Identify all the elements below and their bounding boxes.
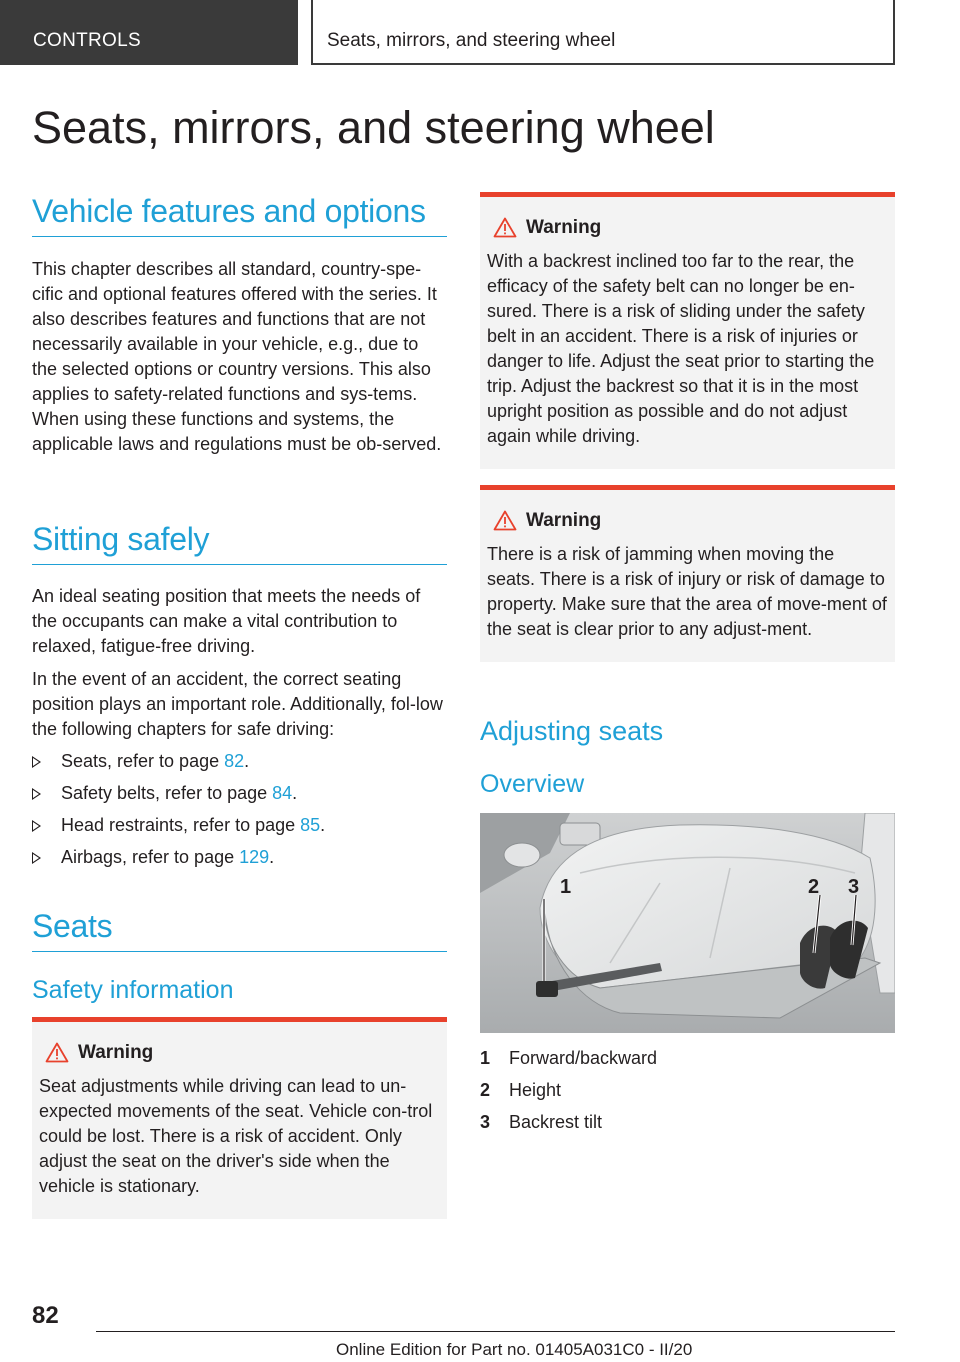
page-title: Seats, mirrors, and steering wheel [32, 102, 715, 153]
sitting-safely-para1: An ideal seating position that meets the needs of the occupants can make a vital contribution to relaxed, fatigue-free driving. [32, 586, 421, 656]
page-link[interactable]: 82 [224, 751, 245, 771]
header-section-label: CONTROLS [33, 30, 141, 51]
bullet-triangle-icon [32, 788, 41, 800]
figure-legend [480, 1046, 895, 1142]
legend-number: 2 [480, 1080, 491, 1100]
heading-vehicle-features: Vehicle features and options [32, 193, 447, 237]
warning-body: There is a risk of jamming when moving the seats. There is a risk of injury or risk of damage to property. Make sure that the area of move-ment of the seat is clear prior to any adjust-ment. [487, 544, 887, 639]
legend-item [480, 1046, 895, 1078]
page-link[interactable]: 129 [239, 847, 270, 867]
footer-rule [96, 1331, 895, 1332]
footer-edition: Online Edition for Part no. 01405A031C0 - II/20 [336, 1340, 693, 1359]
page-number: 82 [32, 1302, 59, 1329]
legend-number: 3 [480, 1112, 491, 1132]
heading-safety-information: Safety information [32, 976, 234, 1004]
bullet-triangle-icon [32, 756, 41, 768]
warning-triangle-icon [45, 1042, 69, 1063]
header-section-tab [0, 0, 298, 65]
heading-overview: Overview [480, 770, 585, 798]
warning-box-backrest [480, 192, 895, 469]
bullet-triangle-icon [32, 852, 41, 864]
legend-item [480, 1110, 895, 1142]
vehicle-features-body: This chapter describes all standard, country-spe-cific and optional features offered with the series. It also describes features and functions that are not necessarily available in your vehicle, e.g., due to the selected options or country versions. This also applies to safety-related functions and sys-tems. When using these functions and systems, the applicable laws and regulations must be ob-served. [32, 259, 442, 454]
list-item: Safety belts, refer to page 84. [32, 781, 447, 813]
seat-controls-illustration [480, 813, 895, 1033]
list-item: Head restraints, refer to page 85. [32, 813, 447, 845]
page-link[interactable]: 84 [272, 783, 293, 803]
legend-label: Backrest tilt [509, 1112, 603, 1132]
list-item: Seats, refer to page 82. [32, 749, 447, 781]
header-chapter-tab [311, 0, 895, 65]
warning-box-seat-adjustment [32, 1017, 447, 1219]
sitting-safely-para2: In the event of an accident, the correct seating position plays an important role. Additionally, fol-low the following chapters for safe driving: [32, 669, 443, 739]
warning-title: Warning [78, 1042, 154, 1063]
legend-label: Height [509, 1080, 562, 1100]
heading-seats: Seats [32, 908, 447, 952]
seat-illustration-svg [480, 813, 895, 1033]
legend-label: Forward/backward [509, 1048, 658, 1068]
figure-label-1: 1 [560, 876, 572, 898]
legend-number: 1 [480, 1048, 491, 1068]
warning-triangle-icon [493, 510, 517, 531]
legend-item [480, 1078, 895, 1110]
header-chapter-label: Seats, mirrors, and steering wheel [327, 30, 616, 51]
safe-driving-list [32, 749, 447, 877]
warning-box-jamming [480, 485, 895, 662]
figure-label-2: 2 [808, 876, 820, 898]
page-link[interactable]: 85 [300, 815, 321, 835]
heading-adjusting-seats: Adjusting seats [480, 716, 664, 746]
warning-body: With a backrest inclined too far to the rear, the efficacy of the safety belt can no longer be en-sured. There is a risk of sliding under the safety belt in an accident. There is a risk of injuries or danger to life. Adjust the seat prior to starting the trip. Adjust the backrest so that it is in the most upright position as possible and do not adjust again while driving. [487, 251, 875, 446]
warning-body: Seat adjustments while driving can lead to un-expected movements of the seat. Vehicle con-trol could be lost. There is a risk of accident. Only adjust the seat on the driver's side when the vehicle is stationary. [39, 1076, 433, 1196]
figure-label-3: 3 [848, 876, 860, 898]
warning-title: Warning [526, 510, 602, 531]
warning-triangle-icon [493, 217, 517, 238]
heading-sitting-safely: Sitting safely [32, 521, 447, 565]
warning-title: Warning [526, 217, 602, 238]
list-item: Airbags, refer to page 129. [32, 845, 447, 877]
bullet-triangle-icon [32, 820, 41, 832]
